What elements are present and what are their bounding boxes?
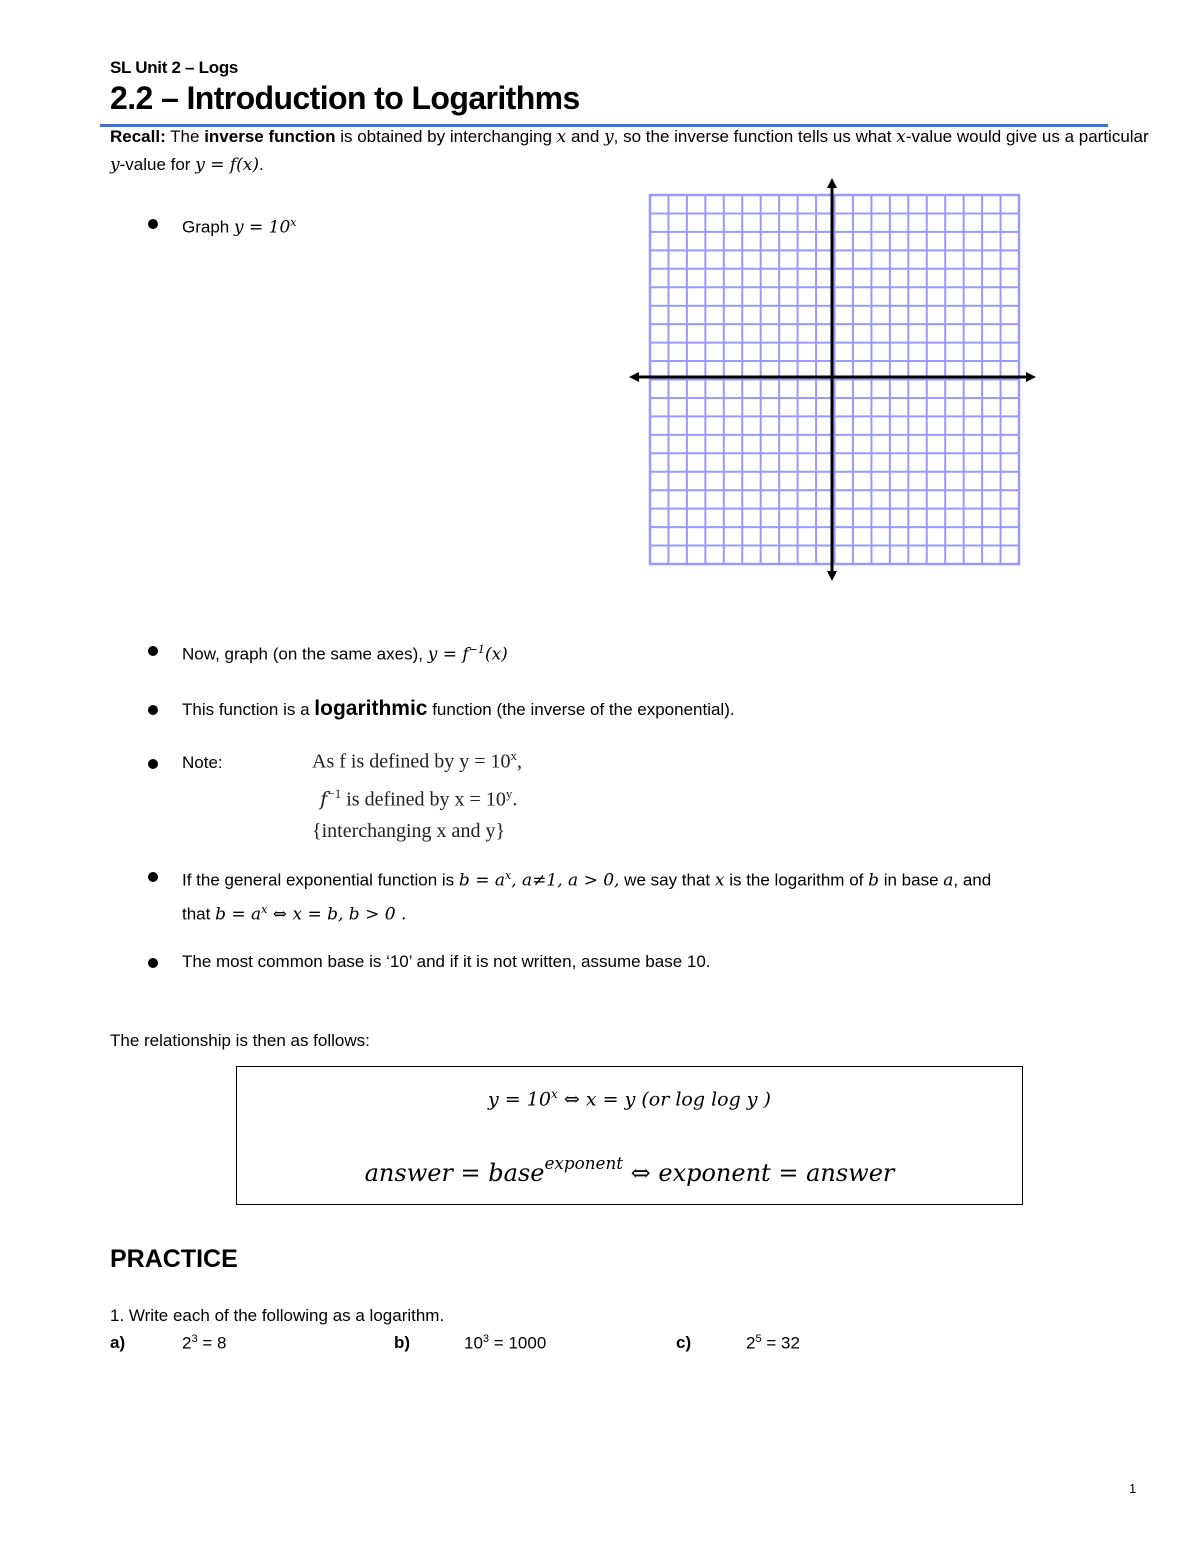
rel-exp: x	[550, 1087, 558, 1101]
recall-text: and	[566, 127, 605, 146]
recall-var: x	[896, 127, 906, 147]
note-text: As f is defined by y = 10	[312, 750, 511, 773]
bullet-dot	[148, 219, 158, 229]
bullet-dot	[148, 646, 158, 656]
note-line-1	[312, 740, 522, 778]
rel-exp: exponent	[544, 1153, 624, 1173]
practice-item-c	[676, 1333, 800, 1353]
note-sup: −1	[327, 785, 342, 801]
rel-text: ⇔ exponent = answer	[623, 1159, 895, 1187]
coordinate-grid[interactable]	[625, 175, 1040, 585]
recall-var: x	[556, 127, 567, 147]
recall-paragraph	[110, 123, 1150, 179]
item-expression	[746, 1333, 800, 1354]
recall-label: Recall:	[110, 127, 166, 146]
general-eq: b = a	[215, 904, 262, 925]
note-line-3: {interchanging x and y}	[312, 820, 506, 843]
note-text: .	[512, 788, 518, 811]
note-label: Note:	[182, 753, 223, 772]
general-text: If the general exponential function is	[182, 870, 459, 890]
bullet-dot	[148, 759, 158, 769]
rel-text: y = 10	[488, 1088, 551, 1111]
page-number: 1	[1129, 1481, 1137, 1496]
item-exp: 3	[482, 1333, 490, 1345]
general-text: that	[182, 904, 216, 924]
log-post: function (the inverse of the exponential).	[427, 700, 735, 719]
general-exp: x	[504, 869, 512, 882]
item-expression	[182, 1333, 226, 1354]
recall-text: -value for	[119, 155, 196, 174]
relationship-line-2	[237, 1153, 1022, 1187]
item-label: b)	[394, 1333, 411, 1352]
recall-text: , so the inverse function tells us what	[613, 127, 897, 146]
general-exp: x	[261, 903, 268, 916]
general-eq: b = a	[458, 870, 505, 891]
general-text: in base	[878, 870, 944, 890]
item-base: 2	[182, 1333, 192, 1353]
bullet-logarithmic	[182, 693, 735, 726]
item-rest: = 32	[761, 1333, 800, 1353]
relationship-intro: The relationship is then as follows:	[110, 1031, 370, 1050]
relationship-line-1	[237, 1087, 1022, 1110]
item-expression	[464, 1333, 546, 1354]
practice-heading: PRACTICE	[110, 1245, 238, 1273]
rel-text: answer = base	[364, 1159, 545, 1187]
general-var: b	[868, 870, 879, 891]
log-word: logarithmic	[314, 697, 428, 720]
bullet-inverse	[182, 634, 508, 671]
recall-equation: y = f(x)	[195, 155, 260, 175]
recall-text: .	[259, 155, 264, 174]
item-exp: 3	[191, 1333, 198, 1345]
recall-text: The	[165, 127, 205, 146]
item-base: 10	[464, 1333, 483, 1353]
note-definition	[312, 740, 522, 847]
page-title: 2.2 – Introduction to Logarithms	[110, 80, 580, 116]
note-exp: y	[505, 785, 513, 801]
bullet-general-cont	[182, 894, 406, 931]
note-line-2	[312, 778, 522, 816]
note-exp: x	[510, 748, 517, 763]
note-text: is defined by x = 10	[341, 788, 506, 811]
note-text: ,	[516, 750, 522, 773]
inverse-eq: y = f	[427, 644, 469, 665]
general-var: x	[714, 870, 725, 891]
item-rest: = 1000	[489, 1333, 547, 1353]
general-var: a	[943, 870, 954, 891]
graph-equation: y = 10	[233, 217, 291, 238]
recall-var: y	[604, 127, 614, 147]
relationship-box	[236, 1066, 1023, 1205]
general-text: , and	[953, 870, 992, 890]
recall-term: inverse function	[204, 127, 336, 146]
note-f: f	[320, 786, 328, 811]
general-text: is the logarithm of	[724, 870, 869, 890]
rel-text: ⇔ x = y (or log log y )	[557, 1088, 771, 1111]
item-base: 2	[746, 1333, 756, 1353]
grid-lines	[650, 195, 1019, 564]
item-exp: 5	[755, 1333, 762, 1345]
inverse-sup: −1	[468, 643, 485, 656]
recall-text: is obtained by interchanging	[335, 127, 557, 146]
recall-text: -value would give us a particular	[905, 127, 1149, 146]
bullet-common-base: The most common base is ‘10’ and if it is not written, assume base 10.	[182, 952, 711, 971]
graph-label: Graph	[182, 217, 234, 237]
recall-var: y	[110, 155, 120, 175]
practice-item-b	[394, 1333, 547, 1353]
log-pre: This function is a	[182, 700, 315, 719]
unit-label: SL Unit 2 – Logs	[110, 58, 239, 77]
bullet-general	[182, 860, 991, 897]
general-text: we say that	[619, 870, 715, 890]
practice-item-a	[110, 1333, 227, 1353]
bullet-dot	[148, 705, 158, 715]
general-cond: , a≠1, a > 0,	[511, 870, 620, 891]
inverse-arg: (x)	[484, 644, 508, 665]
bullet-dot	[148, 872, 158, 882]
item-label: c)	[676, 1333, 692, 1352]
bullet-dot	[148, 958, 158, 968]
item-label: a)	[110, 1333, 126, 1352]
bullet-graph	[182, 207, 297, 244]
item-rest: = 8	[197, 1333, 227, 1353]
general-eq: ⇔ x = b, b > 0 .	[267, 904, 407, 925]
inverse-text: Now, graph (on the same axes),	[182, 644, 428, 664]
question-1: 1. Write each of the following as a logarithm.	[110, 1306, 445, 1325]
graph-exponent: x	[290, 216, 297, 229]
